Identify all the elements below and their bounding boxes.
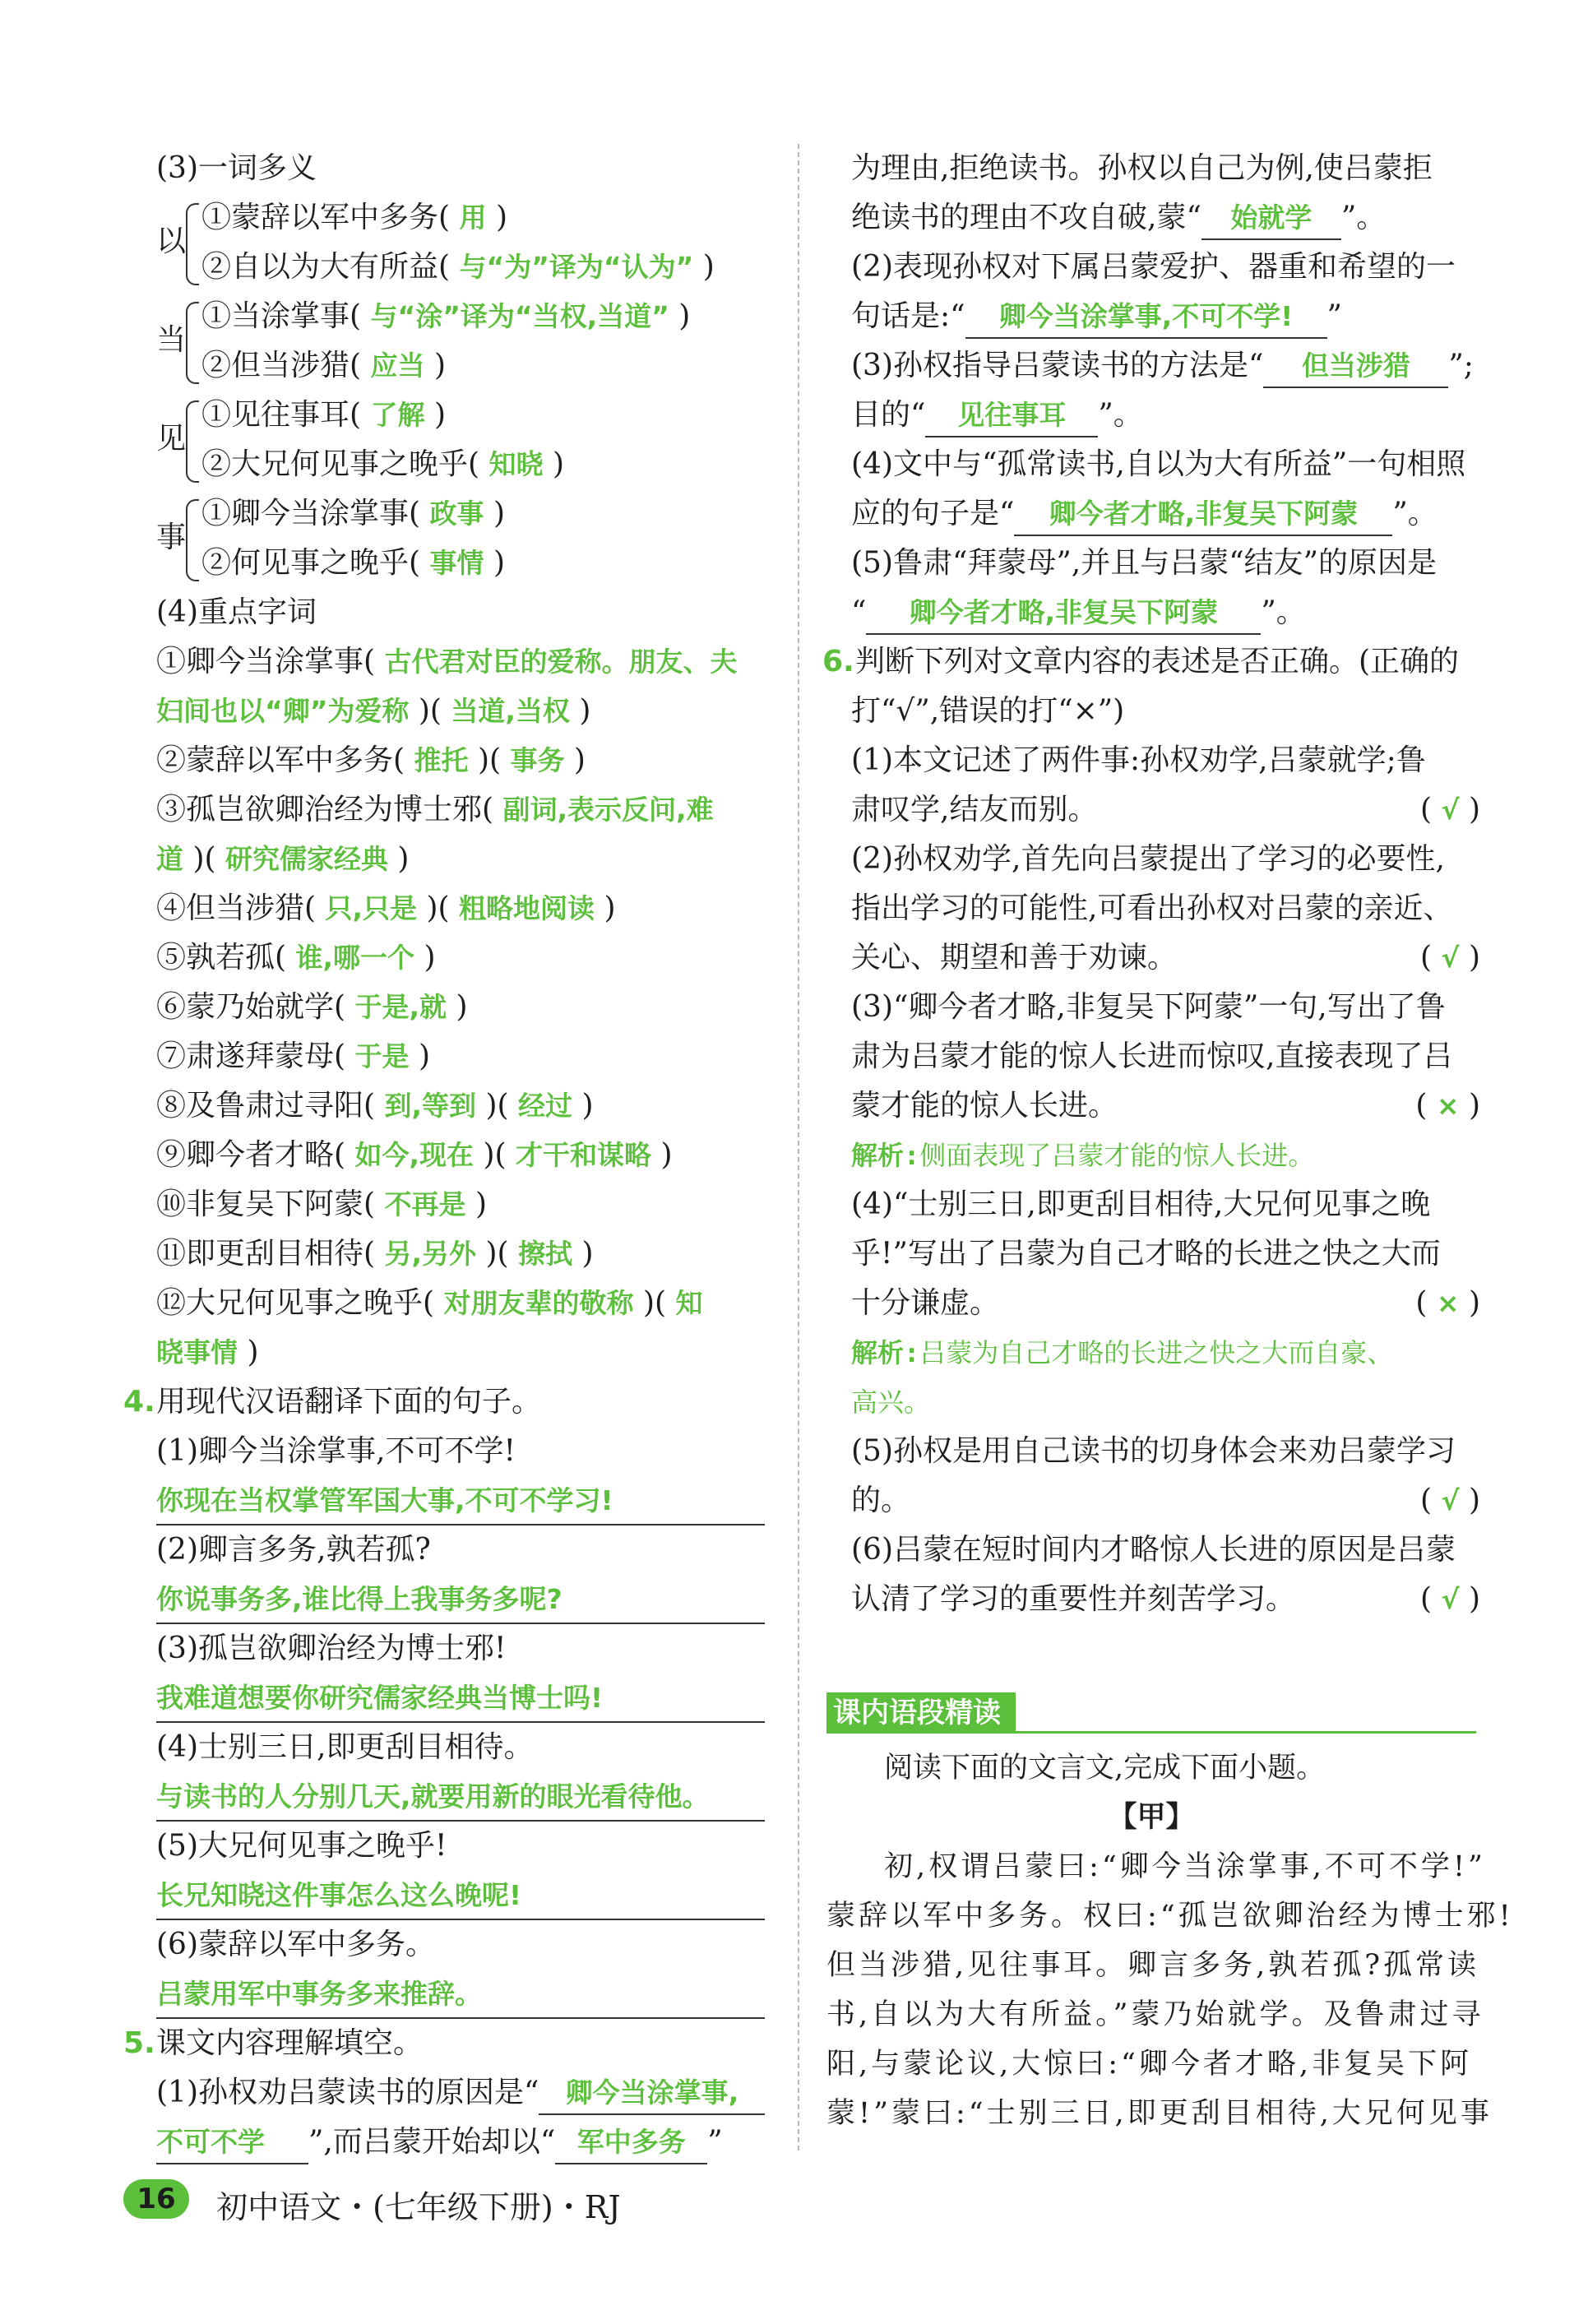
passage <box>826 1743 1514 2138</box>
keyword-item: ⑫大兄何见事之晚乎( 对朋友辈的敬称 )( 知 <box>156 1286 703 1320</box>
translate-answer: 与读书的人分别几天,就要用新的眼光看待他。 <box>156 1772 765 1822</box>
brace <box>186 203 199 285</box>
keyword-item: ⑤孰若孤( 谁,哪一个 ) <box>156 941 436 975</box>
judgement-mark: ( × ) <box>1415 1286 1480 1320</box>
polysemy-group-dang: 当 ①当涂掌事( 与“涂”译为“当权,当道” ) ②但当涉猎( 应当 ) <box>156 299 691 382</box>
answer: 应当 <box>370 350 425 382</box>
polysemy-char: 事 <box>156 521 187 554</box>
polysemy-group-jian: 见 ①见往事耳( 了解 ) ②大兄何见事之晚乎( 知晓 ) <box>156 398 564 481</box>
section-title: (3)一词多义 <box>156 151 317 185</box>
polysemy-char: 当 <box>156 323 187 357</box>
judgement-mark: ( × ) <box>1415 1089 1480 1123</box>
keyword-item: ⑨卿今者才略( 如今,现在 )( 才干和谋略 ) <box>156 1138 673 1172</box>
left-column <box>123 144 765 2167</box>
translate-answer: 吕蒙用军中事务多来推辞。 <box>156 1970 765 2019</box>
question-4-title: 4.用现代汉语翻译下面的句子。 <box>123 1385 542 1419</box>
keyword-item-cont: 妇间也以“卿”为爱称 )( 当道,当权 ) <box>156 694 591 728</box>
polysemy-char: 见 <box>156 422 187 456</box>
polysemy-char: 以 <box>156 225 187 258</box>
keyword-item: ⑩非复吴下阿蒙( 不再是 ) <box>156 1187 487 1221</box>
keyword-item-cont: 道 )( 研究儒家经典 ) <box>156 842 410 876</box>
polysemy-group-shi: 事 ①卿今当涂掌事( 政事 ) ②何见事之晚乎( 事情 ) <box>156 497 505 580</box>
keyword-item: ⑥蒙乃始就学( 于是,就 ) <box>156 990 468 1024</box>
analysis-cont: 高兴。 <box>851 1387 931 1418</box>
judgement-mark: ( √ ) <box>1419 1484 1480 1517</box>
answer: 政事 <box>429 498 484 530</box>
passage-line: 但当涉猎,见往事耳。卿言多务,孰若孤?孤常读 <box>826 1949 1480 1982</box>
translate-answer: 你现在当权掌管军国大事,不可不学习! <box>156 1476 765 1525</box>
brace <box>186 499 199 581</box>
passage-line: 初,权谓吕蒙曰:“卿今当涂掌事,不可不学!” <box>884 1850 1486 1883</box>
footer <box>123 2179 621 2225</box>
judgement-mark: ( √ ) <box>1419 941 1480 975</box>
fill-blank: 不可不学 ”,而吕蒙开始却以“ 军中多务 ” <box>156 2118 765 2167</box>
judgement-mark: ( √ ) <box>1419 793 1480 826</box>
translate-answer: 长兄知晓这件事怎么这么晚呢! <box>156 1871 765 1920</box>
answer: 用 <box>459 201 487 234</box>
book-title: 初中语文・(七年级下册)・RJ <box>216 2189 621 2225</box>
translate-question: (4)士别三日,即更刮目相待。 <box>156 1730 534 1764</box>
answer: 与“涂”译为“当权,当道” <box>370 300 669 332</box>
keyword-item: ④但当涉猎( 只,只是 )( 粗略地阅读 ) <box>156 891 616 925</box>
keyword-item-cont: 晓事情 ) <box>156 1336 259 1369</box>
keyword-item: ②蒙辞以军中多务( 推托 )( 事务 ) <box>156 743 586 777</box>
section-title: (4)重点字词 <box>156 595 317 629</box>
analysis: 解析:吕蒙为自己才略的长进之快之大而自豪、 <box>851 1337 1394 1368</box>
instruction: 阅读下面的文言文,完成下面小题。 <box>884 1752 1326 1785</box>
answer: 了解 <box>370 399 425 431</box>
banner-label: 课内语段精读 <box>826 1692 1016 1734</box>
question-6-title: 6.判断下列对文章内容的表述是否正确。(正确的 <box>822 645 1460 678</box>
translate-question: (3)孤岂欲卿治经为博士邪! <box>156 1632 507 1665</box>
brace <box>186 400 199 483</box>
passage-line: 蒙辞以军中多务。权曰:“孤岂欲卿治经为博士邪! <box>826 1900 1514 1933</box>
answer: 与“为”译为“认为” <box>459 251 694 283</box>
question-5-title: 5.课文内容理解填空。 <box>123 2026 424 2060</box>
keyword-item: ⑪即更刮目相待( 另,另外 )( 擦拭 ) <box>156 1237 594 1271</box>
passage-line: 阳,与蒙论议,大惊曰:“卿今者才略,非复吴下阿 <box>826 2048 1473 2081</box>
translate-question: (2)卿言多务,孰若孤? <box>156 1533 431 1567</box>
answer: 知晓 <box>488 448 544 480</box>
keyword-item: ⑧及鲁肃过寻阳( 到,等到 )( 经过 ) <box>156 1089 594 1123</box>
banner-rule <box>826 1731 1476 1734</box>
translate-question: (5)大兄何见事之晚乎! <box>156 1829 447 1863</box>
column-divider <box>798 144 799 2150</box>
analysis: 解析:侧面表现了吕蒙才能的惊人长进。 <box>851 1140 1315 1171</box>
section-banner <box>826 1692 1476 1734</box>
keyword-item: ③孤岂欲卿治经为博士邪( 副词,表示反问,难 <box>156 793 714 826</box>
translate-answer: 你说事务多,谁比得上我事务多呢? <box>156 1575 765 1624</box>
translate-question: (1)卿今当涂掌事,不可不学! <box>156 1434 516 1468</box>
right-column: 为理由,拒绝读书。孙权以自己为例,使吕蒙拒 绝读书的理由不攻自破,蒙“ 始就学 ”。 (2)表现孙权对下属吕蒙爱护、器重和希望的一 句话是:“ 卿今当涂掌事,不可不学! ” (3)孙权指导吕蒙读书的方法是“ 但当涉猎 ”; 目的“ 见往事耳 ”。 (4)文中与“孤常读书,自以为大有所益”一句相照 应的句子是“ 卿今者才略,非复吴下阿蒙 ”。 (5)鲁肃“拜蒙母”,并且与吕蒙“结友”的原因是 “ 卿今者才略,非复吴下阿蒙 ”。 6.判断下列对文章内容的表述是否正确。(正确的 打“√”,错误的打“×”) (1)本文记述了两件事:孙权劝学,吕蒙就学;鲁 肃叹学,结友而别。 ( √ ) (2)孙权劝学,首先向吕蒙提出了学习的必要性, 指出学习的可能性,可看出孙权对吕蒙的亲近、 关心、期望和善于劝谏。 ( √ ) (3)“卿今者才略,非复吴下阿蒙”一句,写出了鲁 肃为吕蒙才能的惊人长进而惊叹,直接表现了吕 蒙才能的惊人长进。 ( × ) 解析:侧面表现了吕蒙才能的惊人长进。 (4)“士别三日,即更刮目相待,大兄何见事之晚 乎!”写出了吕蒙为自己才略的长进之快之大而 十分谦虚。 ( × ) 解析:吕蒙为自己才略的长进之快之大而自豪、 高兴。 (5)孙权是用自己读书的切身体会来劝吕蒙学习 的。 ( √ ) (6)吕蒙在短时间内才略惊人长进的原因是吕蒙 认清了学习的重要性并刻苦学习。 ( √ ) <box>822 144 1480 1624</box>
keyword-item: ⑦肃遂拜蒙母( 于是 ) <box>156 1039 430 1073</box>
passage-line: 蒙!”蒙曰:“士别三日,即更刮目相待,大兄何见事 <box>826 2097 1493 2130</box>
fill-blank: (1)孙权劝吕蒙读书的原因是“ 卿今当涂掌事, <box>156 2068 765 2118</box>
answer: 事情 <box>429 547 484 579</box>
judgement-mark: ( √ ) <box>1419 1582 1480 1616</box>
passage-label: 【甲】 <box>1108 1800 1195 1834</box>
passage-line: 书,自以为大有所益。”蒙乃始就学。及鲁肃过寻 <box>826 1998 1484 2031</box>
keyword-item: ①卿今当涂掌事( 古代君对臣的爱称。朋友、夫 <box>156 645 738 678</box>
page-number: 16 <box>123 2179 189 2219</box>
translate-question: (6)蒙辞以军中多务。 <box>156 1928 435 1961</box>
polysemy-group-yi: 以 ①蒙辞以军中多务( 用 ) ②自以为大有所益( 与“为”译为“认为” ) <box>156 201 715 284</box>
translate-answer: 我难道想要你研究儒家经典当博士吗! <box>156 1674 765 1723</box>
brace <box>186 302 199 384</box>
